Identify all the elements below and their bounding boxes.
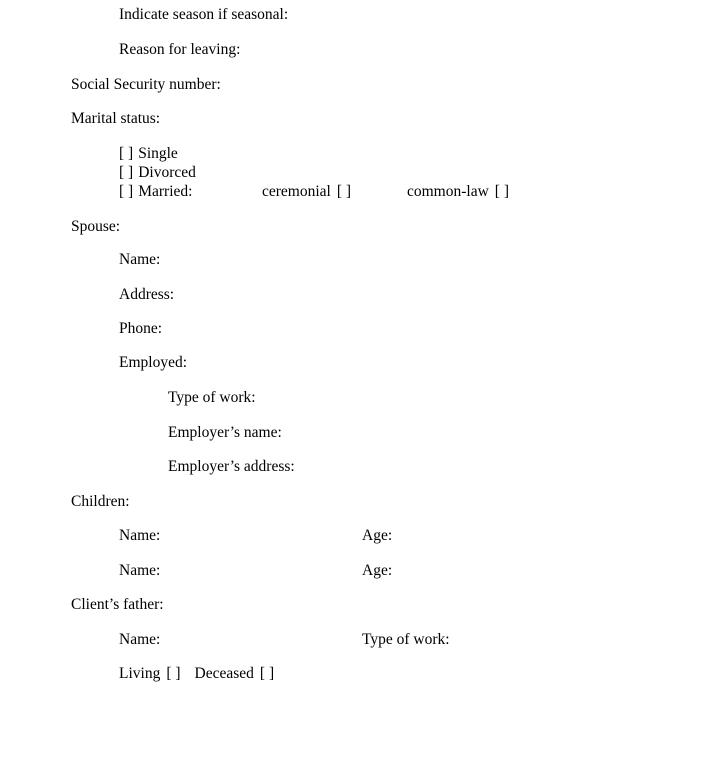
married-checkbox[interactable]: [ ] bbox=[119, 183, 134, 200]
spouse-employer-name-label: Employer’s name: bbox=[168, 424, 282, 441]
child-2-name-label: Name: bbox=[119, 562, 161, 579]
marital-option-single bbox=[119, 145, 178, 162]
reason-for-leaving-label: Reason for leaving: bbox=[119, 41, 241, 58]
common-law-checkbox[interactable]: [ ] bbox=[494, 183, 509, 200]
single-checkbox[interactable]: [ ] bbox=[119, 145, 134, 162]
indicate-season-label: Indicate season if seasonal: bbox=[119, 6, 289, 23]
divorced-label: Divorced bbox=[138, 164, 196, 181]
spouse-section-label: Spouse: bbox=[71, 218, 121, 235]
clients-father-section-label: Client’s father: bbox=[71, 596, 164, 613]
spouse-phone-label: Phone: bbox=[119, 320, 163, 337]
marital-status-label: Marital status: bbox=[71, 110, 161, 127]
divorced-checkbox[interactable]: [ ] bbox=[119, 164, 134, 181]
marital-option-common-law bbox=[407, 183, 509, 200]
marital-option-ceremonial bbox=[262, 183, 351, 200]
ceremonial-checkbox[interactable]: [ ] bbox=[336, 183, 352, 200]
spouse-employed-label: Employed: bbox=[119, 354, 188, 371]
married-label: Married: bbox=[138, 183, 193, 200]
spouse-name-label: Name: bbox=[119, 251, 161, 268]
children-section-label: Children: bbox=[71, 493, 130, 510]
marital-option-married bbox=[119, 183, 192, 200]
child-1-age-label: Age: bbox=[362, 527, 393, 544]
father-name-label: Name: bbox=[119, 631, 161, 648]
child-1-name-label: Name: bbox=[119, 527, 161, 544]
common-law-label: common-law bbox=[407, 183, 489, 200]
spouse-address-label: Address: bbox=[119, 286, 175, 303]
deceased-checkbox[interactable]: [ ] bbox=[259, 665, 275, 682]
marital-option-divorced bbox=[119, 164, 196, 181]
social-security-number-label: Social Security number: bbox=[71, 76, 221, 93]
spouse-type-of-work-label: Type of work: bbox=[168, 389, 256, 406]
living-label: Living bbox=[119, 665, 161, 682]
deceased-label: Deceased bbox=[194, 665, 254, 682]
single-label: Single bbox=[138, 145, 178, 162]
father-type-of-work-label: Type of work: bbox=[362, 631, 450, 648]
father-living-status bbox=[119, 665, 274, 682]
child-2-age-label: Age: bbox=[362, 562, 393, 579]
spouse-employer-address-label: Employer’s address: bbox=[168, 458, 295, 475]
ceremonial-label: ceremonial bbox=[262, 183, 331, 200]
living-checkbox[interactable]: [ ] bbox=[166, 665, 181, 682]
